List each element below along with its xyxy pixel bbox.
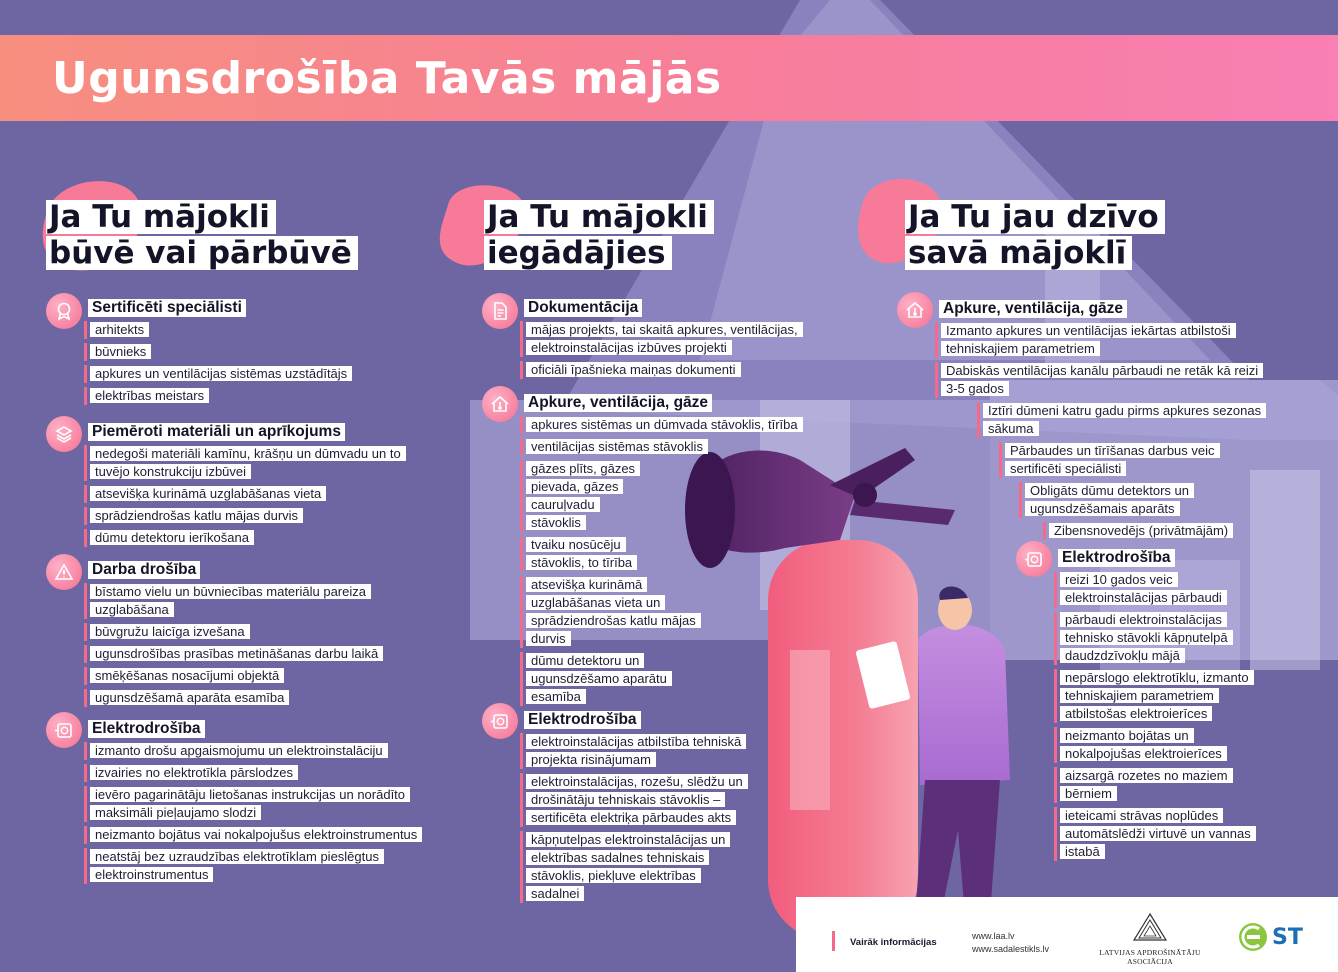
list-item: apkures un ventilācijas sistēmas uzstādītājs: [84, 365, 424, 383]
section-title: Elektrodrošība: [88, 720, 205, 738]
list-item: Pārbaudes un tīrīšanas darbus veic sertificēti speciālisti: [999, 442, 1261, 478]
footer: [796, 897, 1338, 972]
link-sadalestikls[interactable]: www.sadalestikls.lv: [972, 944, 1050, 954]
list-item: ievēro pagarinātāju lietošanas instrukcijas un norādīto maksimāli pieļaujamo slodzi: [84, 786, 436, 822]
socket-icon: [1016, 541, 1052, 577]
list-item: izvairies no elektrotīkla pārslodzes: [84, 764, 436, 782]
list-item: smēķēšanas nosacījumi objektā: [84, 667, 429, 685]
list-item: Obligāts dūmu detektors un ugunsdzēšamais aparāts: [1019, 482, 1259, 518]
section-title: Piemēroti materiāli un aprīkojums: [88, 423, 345, 441]
section-title: Darba drošība: [88, 561, 200, 579]
column-heading-purchase: [484, 200, 714, 272]
list-item: Dabiskās ventilācijas kanālu pārbaudi ne retāk kā reizi 3-5 gados: [935, 362, 1265, 398]
list-item: bīstamo vielu un būvniecības materiālu pareiza uzglabāšana: [84, 583, 429, 619]
section-title: Dokumentācija: [524, 299, 642, 317]
list-item: neizmanto bojātas un nokalpojušas elektroierīces: [1054, 727, 1254, 763]
document-icon: [482, 293, 518, 329]
list-item: neizmanto bojātus vai nokalpojušus elektroinstrumentus: [84, 826, 436, 844]
section-title: Apkure, ventilācija, gāze: [939, 300, 1127, 318]
page-title: Ugunsdrošība Tavās mājās: [52, 53, 722, 104]
list-item: elektroinstalācijas atbilstība tehniskā projekta risinājumam: [520, 733, 745, 769]
section-heating-ventilation-gas: [482, 386, 852, 710]
socket-icon: [482, 703, 518, 739]
list-item: elektroinstalācijas, rozešu, slēdžu un drošinātāju tehniskais stāvoklis – sertificēta elektriķa pārbaudes akts: [520, 773, 745, 827]
section-title: Elektrodrošība: [524, 711, 641, 729]
title-banner: [0, 35, 1338, 121]
list-item: atsevišķa kurināmā uzglabāšanas vieta: [84, 485, 424, 503]
list-item: būvnieks: [84, 343, 424, 361]
materials-icon: [46, 416, 82, 452]
list-item: oficiāli īpašnieka maiņas dokumenti: [520, 361, 838, 379]
column-heading-line: iegādājies: [484, 236, 672, 270]
st-logo-icon: [1238, 922, 1268, 952]
footer-links: [972, 930, 1049, 956]
list-item: Zibensnovedējs (privātmājām): [1043, 522, 1263, 540]
column-heading-build: [46, 200, 358, 272]
list-item: ugunsdrošības prasības metināšanas darbu laikā: [84, 645, 429, 663]
list-item: sprādziendrošas katlu mājas durvis: [84, 507, 424, 525]
list-item: Izmanto apkures un ventilācijas iekārtas atbilstoši tehniskajiem parametriem: [935, 322, 1265, 358]
list-item: mājas projekts, tai skaitā apkures, ventilācijas, elektroinstalācijas izbūves projekti: [520, 321, 838, 357]
st-label: ST: [1272, 924, 1303, 950]
certificate-icon: [46, 293, 82, 329]
list-item: pārbaudi elektroinstalācijas tehnisko stāvokli kāpņutelpā daudzdzīvokļu mājā: [1054, 611, 1254, 665]
socket-icon: [46, 712, 82, 748]
section-electrical-safety: [46, 712, 446, 888]
st-logo: [1238, 922, 1303, 952]
column-heading-line: Ja Tu mājokli: [484, 200, 714, 234]
laa-logo-icon: [1133, 913, 1167, 941]
section-electrical-safety-living: [1016, 541, 1256, 865]
list-item: atsevišķa kurināmā uzglabāšanas vieta un sprādziendrošas katlu mājas durvis: [520, 576, 720, 648]
section-materials: [46, 416, 446, 551]
house-thermometer-icon: [482, 386, 518, 422]
list-item: ugunsdzēšamā aparāta esamība: [84, 689, 429, 707]
column-heading-living: [905, 200, 1165, 272]
list-item: apkures sistēmas un dūmvada stāvoklis, tīrība: [520, 416, 838, 434]
section-title: Apkure, ventilācija, gāze: [524, 394, 712, 412]
laa-logo: [1080, 913, 1220, 966]
warning-icon: [46, 554, 82, 590]
list-item: neatstāj bez uzraudzības elektrotīklam pieslēgtus elektroinstrumentus: [84, 848, 436, 884]
link-laa[interactable]: www.laa.lv: [972, 931, 1015, 941]
list-item: kāpņutelpas elektroinstalācijas un elektrības sadalnes tehniskais stāvoklis, piekļuve elektrības sadalnei: [520, 831, 745, 903]
list-item: dūmu detektoru un ugunsdzēšamo aparātu esamība: [520, 652, 690, 706]
list-item: gāzes plīts, gāzes pievada, gāzes cauruļvadu stāvoklis: [520, 460, 650, 532]
column-heading-line: Ja Tu mājokli: [46, 200, 276, 234]
list-item: reizi 10 gados veic elektroinstalācijas pārbaudi: [1054, 571, 1254, 607]
list-item: izmanto drošu apgaismojumu un elektroinstalāciju: [84, 742, 436, 760]
list-item: Iztīri dūmeni katru gadu pirms apkures sezonas sākuma: [977, 402, 1262, 438]
list-item: būvgružu laicīga izvešana: [84, 623, 429, 641]
house-thermometer-icon: [897, 292, 933, 328]
section-title: Elektrodrošība: [1058, 549, 1175, 567]
column-heading-line: būvē vai pārbūvē: [46, 236, 358, 270]
list-item: nepārslogo elektrotīklu, izmanto tehniskajiem parametriem atbilstošas elektroierīces: [1054, 669, 1254, 723]
section-electrical-safety-2: [482, 703, 852, 907]
list-item: ieteicami strāvas noplūdes automātslēdži virtuvē un vannas istabā: [1054, 807, 1254, 861]
list-item: dūmu detektoru ierīkošana: [84, 529, 424, 547]
column-heading-line: Ja Tu jau dzīvo: [905, 200, 1165, 234]
laa-name: LATVIJAS APDROŠINĀTĀJU ASOCIĀCIJA: [1099, 948, 1201, 966]
section-work-safety: [46, 554, 446, 711]
section-heating-ventilation-gas-living: [897, 292, 1297, 544]
column-heading-line: savā mājoklī: [905, 236, 1132, 270]
more-info-label: Vairāk informācijas: [832, 937, 937, 948]
section-title: Sertificēti speciālisti: [88, 299, 246, 317]
list-item: elektrības meistars: [84, 387, 424, 405]
list-item: aizsargā rozetes no maziem bērniem: [1054, 767, 1254, 803]
section-documentation: [482, 293, 852, 383]
list-item: nedegoši materiāli kamīnu, krāšņu un dūmvadu un to tuvējo konstrukciju izbūvei: [84, 445, 424, 481]
list-item: ventilācijas sistēmas stāvoklis: [520, 438, 838, 456]
list-item: arhitekts: [84, 321, 424, 339]
section-certified-specialists: [46, 293, 446, 409]
list-item: tvaiku nosūcēju stāvoklis, to tīrība: [520, 536, 650, 572]
